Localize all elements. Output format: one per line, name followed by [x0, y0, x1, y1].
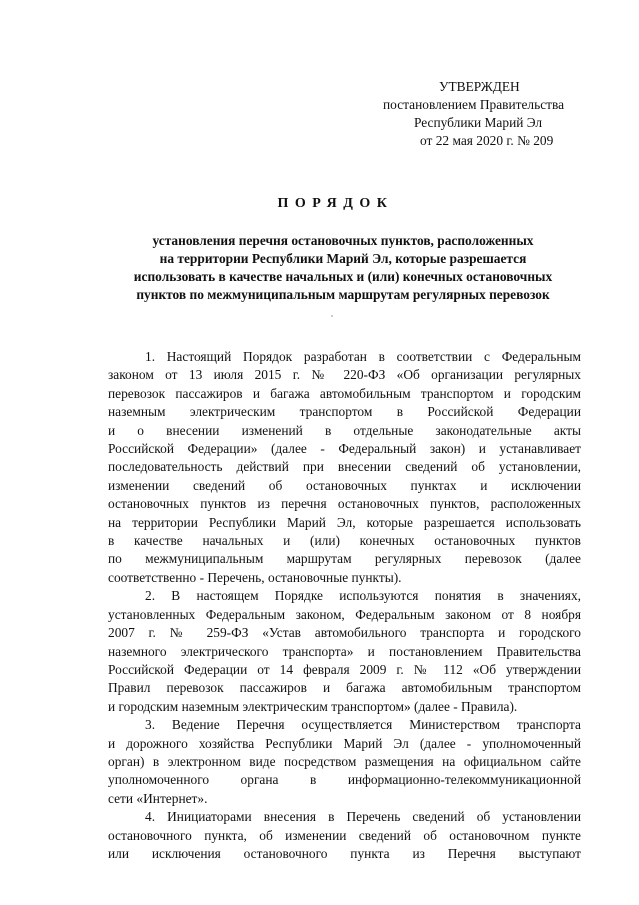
- document-title: ПОРЯДОК: [277, 196, 394, 211]
- paragraph-1-line: и о внесении изменений в отдельные законодательные акты: [108, 422, 581, 438]
- paragraph-2-line: Правил перевозок пассажиров и багажа автомобильным транспортом: [108, 680, 581, 696]
- paragraph-1-line: соответственно - Перечень, остановочные пункты).: [108, 569, 402, 585]
- paragraph-4-line: остановочного пункта, об изменении сведений об остановочном пункте: [108, 827, 581, 843]
- paragraph-3-line: 3. Ведение Перечня осуществляется Министерством транспорта: [145, 717, 581, 733]
- paragraph-2-line: и городским наземным электрическим транспортом» (далее - Правила).: [108, 698, 518, 714]
- paragraph-1-line: наземным электрическим транспортом в Российской Федерации: [108, 404, 581, 420]
- paragraph-3-line: орган) в электронном виде посредством размещения на официальном сайте: [108, 753, 581, 769]
- subtitle-line: использовать в качестве начальных и (или) конечных остановочных: [133, 269, 553, 284]
- scan-speck: [331, 315, 333, 317]
- paragraph-1-line: последовательность действий при внесении сведений об установлении,: [108, 459, 581, 475]
- paragraph-1-line: Российской Федерации» (далее - Федеральный закон) и устанавливает: [108, 441, 581, 457]
- approval-line-2: Республики Марий Эл: [414, 115, 543, 130]
- paragraph-2-line: установленных Федеральным законом, Федеральным законом от 8 ноября: [108, 606, 581, 622]
- paragraph-1-line: перевозок пассажиров и багажа автомобильным транспортом и городским: [108, 385, 581, 401]
- paragraph-3-line: сети «Интернет».: [108, 790, 208, 806]
- paragraph-1-line: изменении сведений об остановочных пунктах и исключении: [108, 477, 581, 493]
- paragraph-1-line: по межмуниципальным маршрутам регулярных перевозок (далее: [108, 551, 581, 567]
- approval-title: УТВЕРЖДЕН: [439, 79, 520, 94]
- paragraph-1-line: 1. Настоящий Порядок разработан в соответствии с Федеральным: [145, 349, 581, 364]
- paragraph-2-line: наземного электрического транспорта» и постановлением Правительства: [108, 643, 581, 659]
- paragraph-4-line: или исключения остановочного пункта из Перечня выступают: [108, 845, 581, 861]
- paragraph-4-line: 4. Инициаторами внесения в Перечень сведений об установлении: [145, 809, 581, 825]
- paragraph-3-line: и дорожного хозяйства Республики Марий Эл (далее - уполномоченный: [108, 735, 581, 751]
- subtitle-line: на территории Республики Марий Эл, которые разрешается: [159, 251, 527, 266]
- approval-block: [383, 78, 603, 150]
- approval-line-3: от 22 мая 2020 г. № 209: [420, 133, 554, 148]
- paragraph-2-line: 2. В настоящем Порядке используются понятия в значениях,: [145, 588, 581, 604]
- subtitle-line: установления перечня остановочных пунктов, расположенных: [152, 233, 534, 248]
- paragraph-1-line: в качестве начальных и (или) конечных остановочных пунктов: [108, 533, 581, 549]
- paragraph-2-line: Российской Федерации от 14 февраля 2009 г. № 112 «Об утверждении: [108, 661, 581, 677]
- subtitle-line: пунктов по межмуниципальным маршрутам регулярных перевозок: [136, 287, 550, 302]
- paragraph-1-line: законом от 13 июля 2015 г. № 220-ФЗ «Об организации регулярных: [108, 367, 581, 383]
- document-body: [108, 348, 581, 863]
- paragraph-2-line: 2007 г. № 259-ФЗ «Устав автомобильного транспорта и городского: [108, 625, 581, 641]
- paragraph-3-line: уполномоченного органа в информационно-телекоммуникационной: [108, 772, 581, 788]
- paragraph-1-line: остановочных пунктов из перечня остановочных пунктов, расположенных: [108, 496, 581, 512]
- approval-line-1: постановлением Правительства: [383, 97, 565, 112]
- paragraph-1-line: на территории Республики Марий Эл, которые разрешается использовать: [108, 514, 581, 530]
- document-subtitle: [100, 232, 586, 304]
